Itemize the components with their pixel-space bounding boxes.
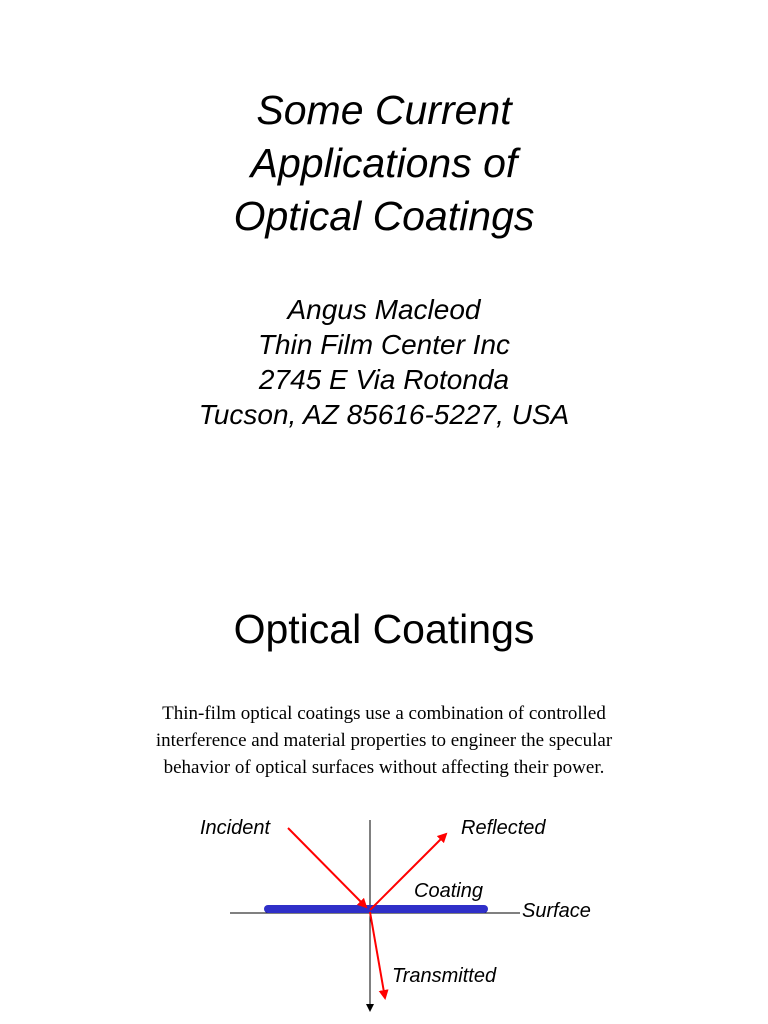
author-street: 2745 E Via Rotonda [258,364,510,395]
reflected-label: Reflected [461,817,546,839]
author-company: Thin Film Center Inc [257,329,511,360]
coating-label: Coating [414,880,483,902]
slide1-title [0,84,768,243]
incident-ray [288,828,366,907]
slide2-title: Optical Coatings [233,606,535,652]
author-name: Angus Macleod [287,294,481,325]
title-line-2: Applications of [250,140,518,186]
title-line-1: Some Current [256,87,512,133]
body-line-1: Thin-film optical coatings use a combination of controlled [162,703,606,724]
incident-label: Incident [200,817,271,839]
transmitted-label: Transmitted [392,965,497,987]
author-city: Tucson, AZ 85616-5227, USA [198,399,570,430]
surface-label: Surface [522,900,591,922]
title-line-3: Optical Coatings [233,193,535,239]
body-line-3: behavior of optical surfaces without affecting their power. [163,757,605,778]
slide2-body-text [84,700,684,781]
body-line-2: interference and material properties to engineer the specular [155,730,613,751]
author-info [0,292,768,432]
coating-diagram [0,800,768,1024]
transmitted-ray [370,912,385,998]
